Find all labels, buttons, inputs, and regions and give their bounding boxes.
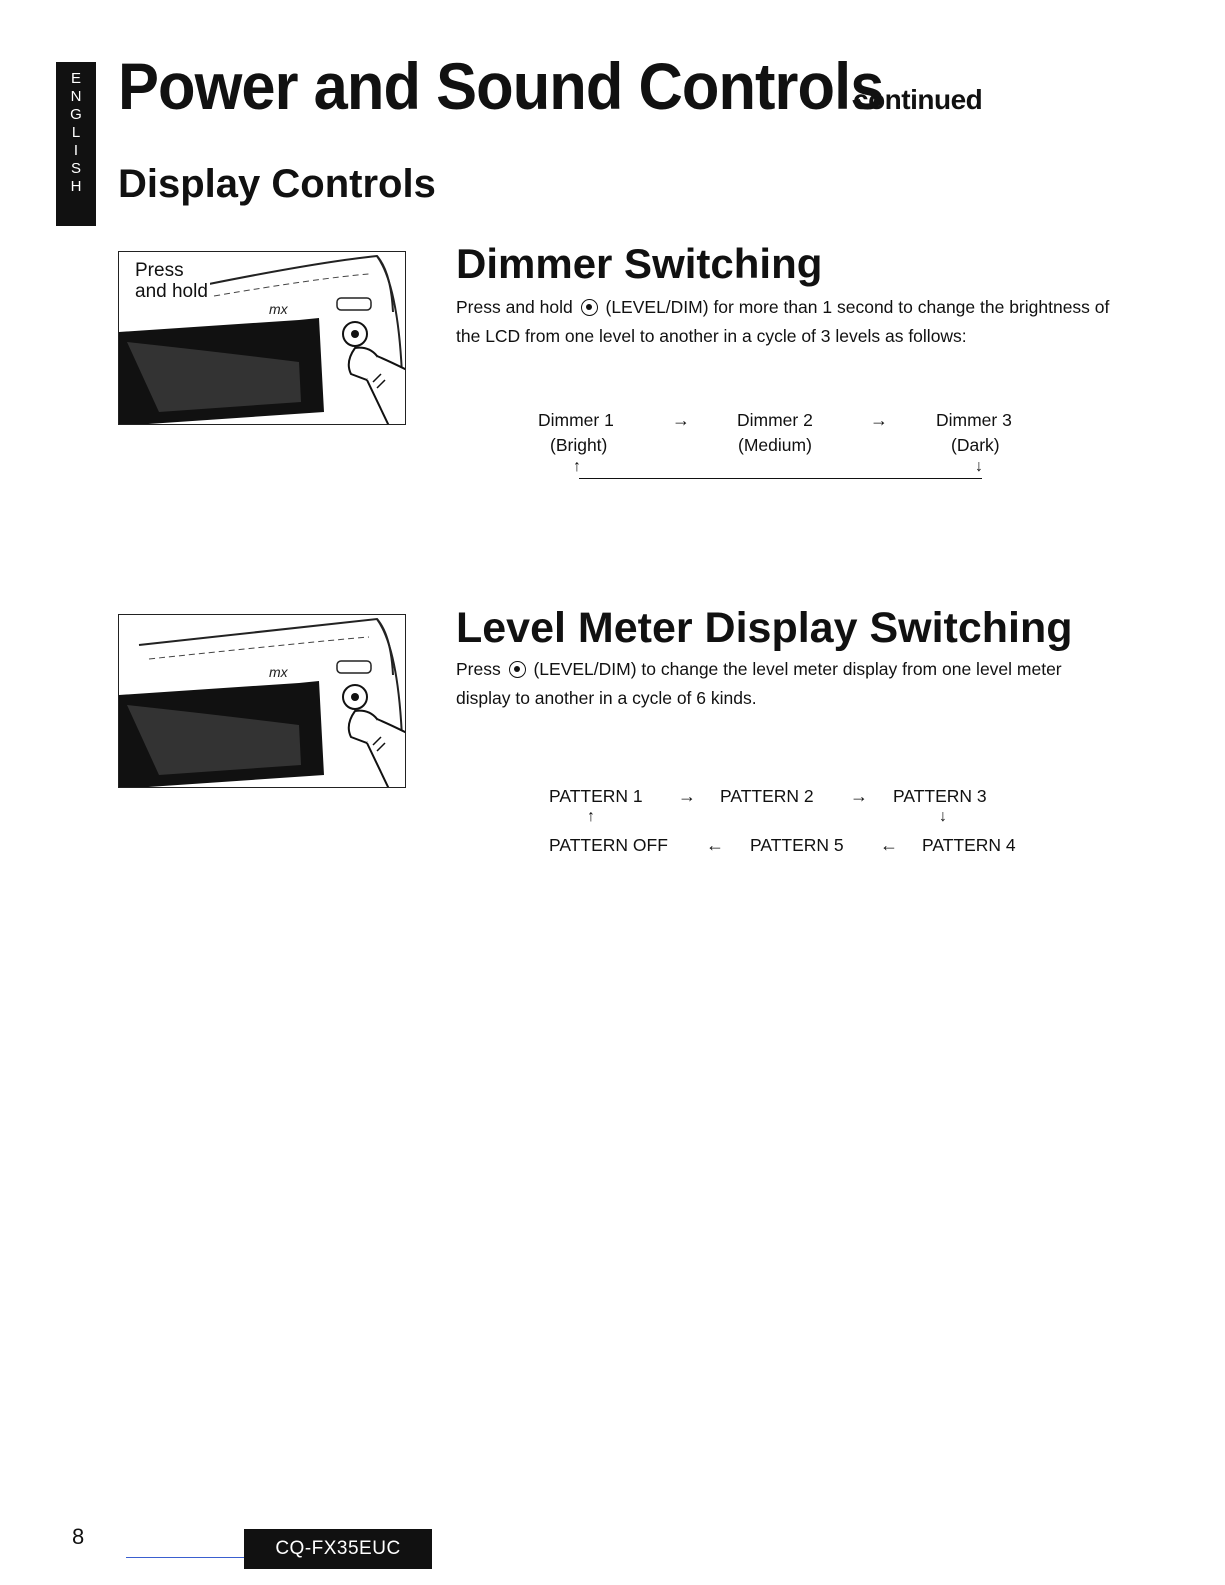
language-tab	[56, 62, 96, 226]
cycle-return-line	[579, 478, 982, 479]
svg-text:mx: mx	[269, 301, 288, 317]
dimmer-1-label: Dimmer 1	[538, 410, 614, 430]
arrow-down-icon: ↓	[939, 808, 947, 825]
dimmer-text-start: Press and hold	[456, 297, 573, 317]
svg-text:mx: mx	[269, 664, 288, 680]
page-title	[118, 48, 983, 124]
pattern-off-label: PATTERN OFF	[549, 835, 668, 855]
dimmer-paragraph	[456, 293, 1116, 350]
model-badge: CQ-FX35EUC	[244, 1529, 432, 1569]
section-title: Display Controls	[118, 162, 436, 206]
dimmer-text-rest: (LEVEL/DIM) for more than 1 second to change the brightness of the LCD from one level to another in a cycle of 3 levels as follows:	[456, 297, 1110, 346]
lang-letter: N	[70, 88, 82, 105]
and-hold-label: and hold	[135, 281, 208, 302]
page-title-text: Power and Sound Controls	[118, 49, 884, 123]
lang-letter: E	[70, 70, 81, 87]
level-dim-knob-icon	[509, 661, 526, 678]
press-label: Press	[135, 260, 184, 281]
arrow-left-icon: ←	[880, 835, 898, 855]
level-meter-paragraph	[456, 655, 1066, 712]
lang-letter: S	[70, 160, 81, 177]
illustration-press-hold	[118, 251, 406, 425]
arrow-right-icon: →	[850, 786, 868, 806]
arrow-left-icon: ←	[706, 835, 724, 855]
pattern-2-label: PATTERN 2	[720, 786, 814, 806]
arrow-down-icon: ↓	[975, 458, 983, 475]
arrow-right-icon: →	[672, 410, 690, 430]
dimmer-3-label: Dimmer 3	[936, 410, 1012, 430]
lang-letter: G	[70, 106, 82, 123]
illustration-press	[118, 614, 406, 788]
arrow-right-icon: →	[870, 410, 888, 430]
level-dim-knob-icon	[581, 299, 598, 316]
level-meter-text-rest: (LEVEL/DIM) to change the level meter display from one level meter display to another in a cycle of 6 kinds.	[456, 659, 1062, 708]
arrow-up-icon: ↑	[573, 458, 581, 475]
dimmer-1-desc: (Bright)	[550, 435, 608, 455]
page-number: 8	[72, 1524, 85, 1549]
pattern-5-label: PATTERN 5	[750, 835, 844, 855]
arrow-up-icon: ↑	[587, 808, 595, 825]
pattern-3-label: PATTERN 3	[893, 786, 987, 806]
lang-letter: I	[73, 142, 79, 159]
dimmer-heading: Dimmer Switching	[456, 240, 823, 287]
pattern-4-label: PATTERN 4	[922, 835, 1016, 855]
footer-rule	[126, 1557, 244, 1558]
dimmer-3-desc: (Dark)	[951, 435, 1000, 455]
level-meter-text-start: Press	[456, 659, 501, 679]
pattern-1-label: PATTERN 1	[549, 786, 643, 806]
dimmer-2-label: Dimmer 2	[737, 410, 813, 430]
stereo-faceplate-drawing	[119, 615, 406, 788]
level-meter-heading: Level Meter Display Switching	[456, 604, 1073, 652]
lang-letter: H	[70, 178, 82, 195]
dimmer-2-desc: (Medium)	[738, 435, 812, 455]
arrow-right-icon: →	[678, 786, 696, 806]
continued-label: continued	[853, 84, 983, 115]
lang-letter: L	[71, 124, 81, 141]
